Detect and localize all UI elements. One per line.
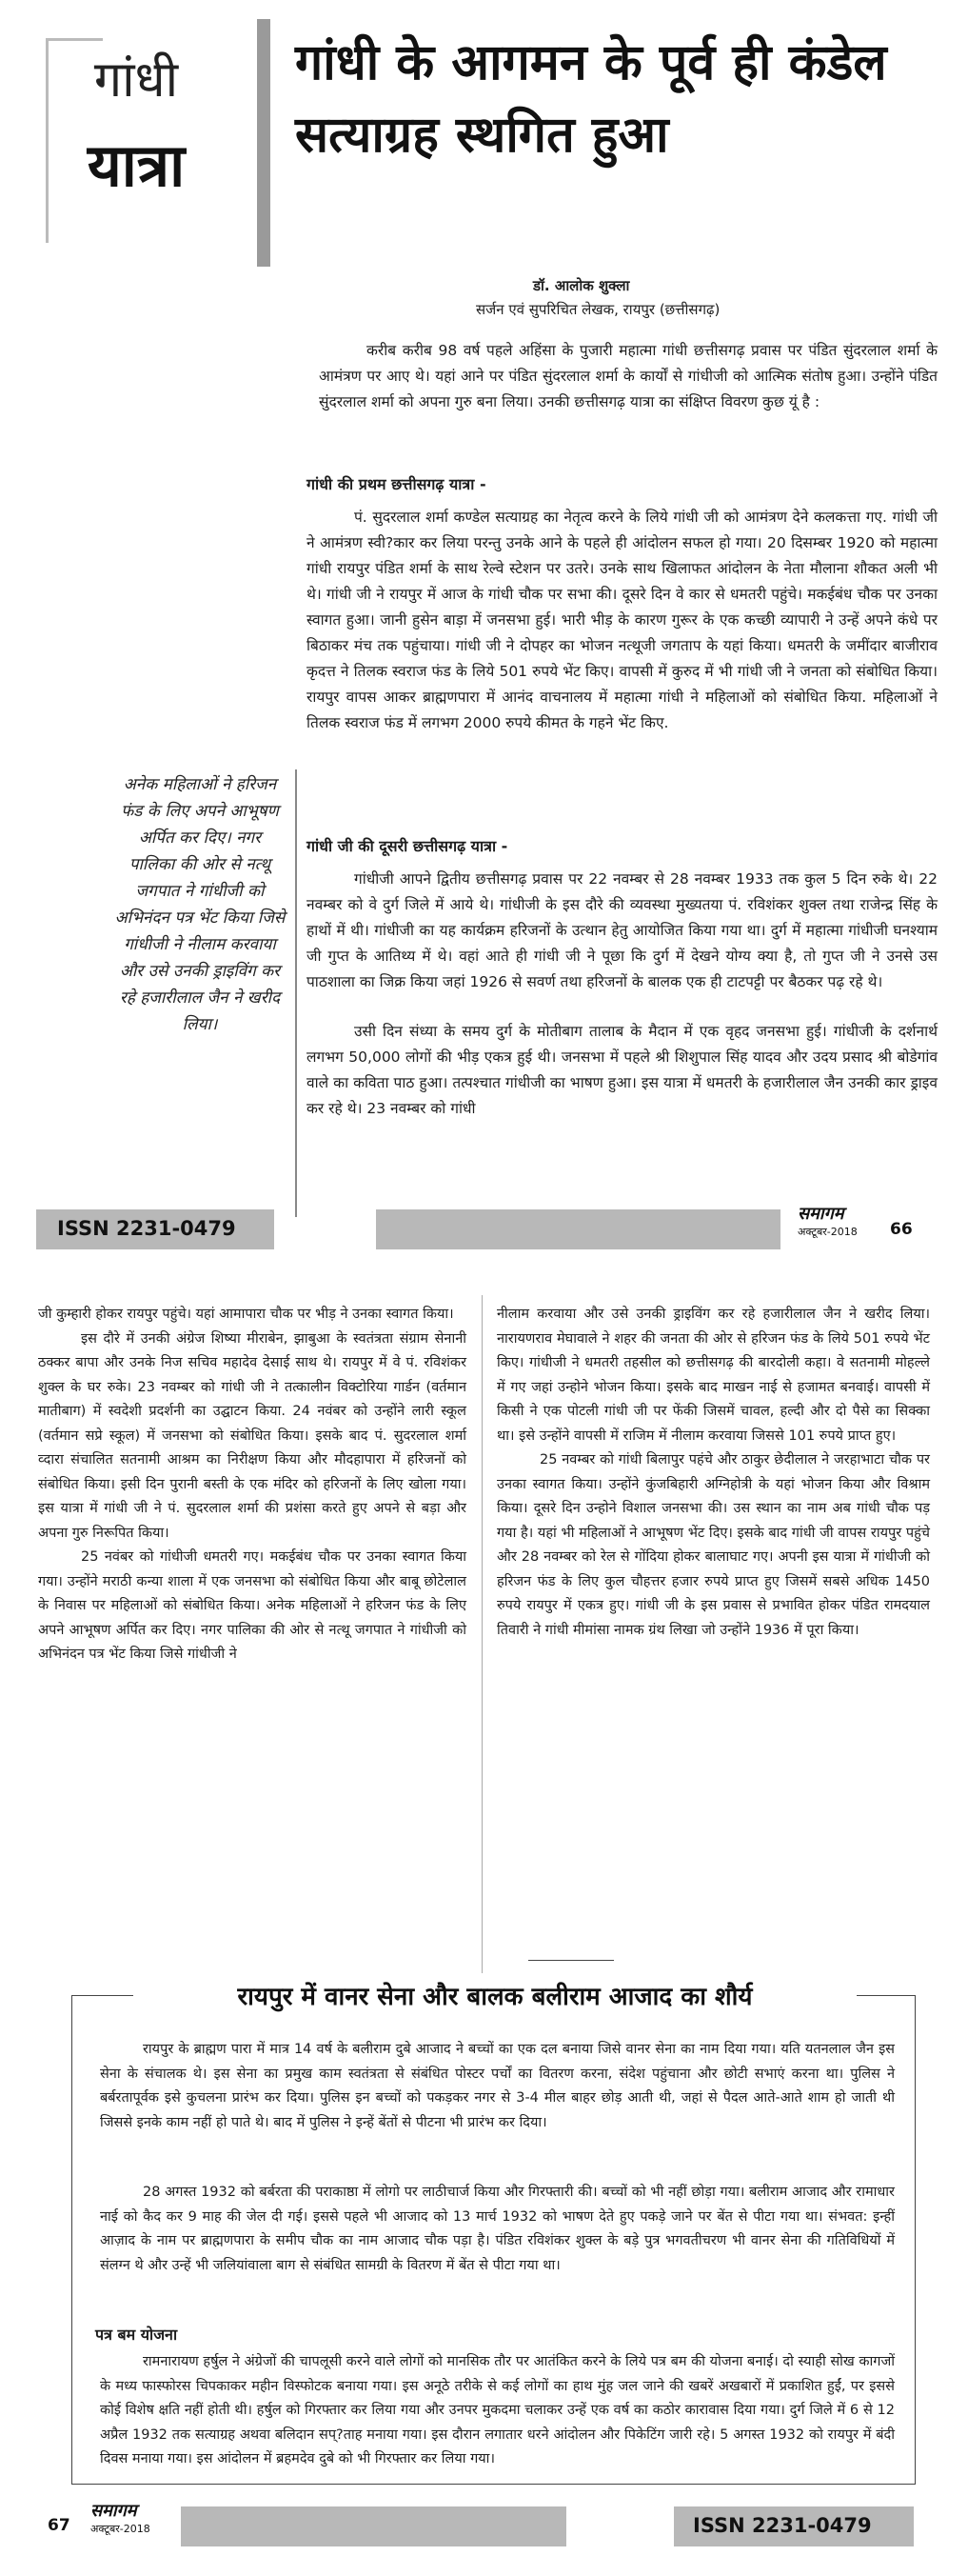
issn-label-bottom: ISSN 2231-0479: [693, 2514, 872, 2537]
left-col-paragraph-3: 25 नवंबर को गांधीजी धमतरी गए। मकईबंध चौक पर उनका स्वागत किया गया। उन्होंने मराठी कन्या शाला में एक जनसभा को संबोधित किया और बाबू छोटेलाल के निवास पर महिलाओं को संबोधित किया। अनेक महिलाओं ने हरिजन फंड के लिए अपने आभूषण अर्पित कर दिए। नगर पालिका की ओर से नत्थू जगपात ने गांधीजी को अभिनंदन पत्र भेंट किया जिसे गांधीजी ने: [38, 1549, 466, 1662]
box-paragraph-2: 28 अगस्त 1932 को बर्बरता की पराकाष्ठा में लोगो पर लाठीचार्ज किया और गिरफ्तारी की। बच्चों को भी नहीं छोड़ा गया। बलीराम आजाद और रामाधार नाई को कैद कर 9 माह की जेल दी गई। इससे पहले भी आजाद को 13 मार्च 1932 को भाषण देते हुए पकड़े जाने पर बेंत से पीटा गया था। संभवत: इन्हीं आज़ाद के नाम पर ब्राह्मणपारा के समीप चौक का नाम आजाद चौक पड़ा है। पंडित रविशंकर शुक्ल के बड़े पुत्र भगवतीचरण भी वानर सेना की गतिविधियों में संलग्न थे और उन्हें भी जलियांवाला बाग से संबंधित सामग्री के वितरण में बेंत से पीटा गया था।: [100, 2185, 895, 2273]
footer-bar-left-bottom: [181, 2506, 566, 2546]
column-divider: [482, 1295, 483, 1973]
section1-heading: गांधी की प्रथम छत्तीसगढ़ यात्रा -: [306, 475, 486, 493]
magazine-logo-bottom: [90, 2499, 150, 2536]
right-column: [497, 1303, 930, 1643]
box-paragraph-3: रामनारायण हर्षुल ने अंग्रेजों की चापलूसी करने वाले लोगों को मानसिक तौर पर आतंकित करने के लिये पत्र बम की योजना बनाई। दो स्याही सोख कागजों के मध्य फास्फोरस चिपकाकर महीन विस्फोटक बनाया गया। इस अनूठे तरीके से कई लोगों का हाथ मुंह जल जाने की खबरें अखबारों में प्रकाशित हुईं, पर इससे कोई विशेष क्षति नहीं होती थी। हर्षुल को गिरफ्तार कर लिया गया और उनपर मुकदमा चलाकर उन्हें एक वर्ष का कठोर कारावास दिया गया। दुर्ग जिले में 6 से 12 अप्रैल 1932 तक सत्याग्रह अथवा बलिदान सप्?ताह मनाया गया। इस दौरान लगातार धरने आंदोलन और पिकेटिंग जारी रहे। 5 अगस्त 1932 को रायपुर में बंदी दिवस मनाया गया। इस आंदोलन में ब्रहमदेव दुबे को भी गिरफ्तार कर लिया गया।: [100, 2354, 895, 2466]
right-col-paragraph-1: नीलाम करवाया और उसे उनकी ड्राइविंग कर रहे हजारीलाल जैन ने खरीद लिया। नारायणराव मेघावाले ने शहर की जनता की ओर से हरिजन फंड के लिये 501 रुपये भेंट किए। गांधीजी ने धमतरी तहसील को छत्तीसगढ़ की बारदोली कहा। वे सतनामी मोहल्ले में गए जहां उन्होने भोजन किया। इसके बाद माखन नाई से हजामत बनवाई। वापसी में किसी ने एक पोटली गांधी जी पर फेंकी जिसमें चावल, हल्दी और दो पैसे का सिक्का था। इसे उन्होंने वापसी में राजिम में नीलाम करवाया जिससे 101 रुपये प्राप्त हुए।: [497, 1307, 930, 1444]
logo-date-bottom: अक्टूबर-2018: [90, 2523, 150, 2535]
author-description: सर्जन एवं सुपरिचित लेखक, रायपुर (छत्तीसगढ़): [476, 301, 721, 318]
title-accent-bar: [257, 19, 270, 267]
logo-text-bottom: समागम: [90, 2501, 137, 2521]
box-title: रायपुर में वानर सेना और बालक बलीराम आजाद का शौर्य: [133, 1978, 857, 2012]
box-paragraph-1: रायपुर के ब्राह्मण पारा में मात्र 14 वर्ष के बलीराम दुबे आजाद ने बच्चों का एक दल बनाया जिसे वानर सेना का नाम दिया गया। यति यतनलाल जैन इस सेना के संचालक थे। इस सेना का प्रमुख काम स्वतंत्रता से संबंधित पोस्टर पर्चों का वितरण करना, संदेश पहुंचाना और छोटी सभाएं करना था। पुलिस ने बर्बरतापूर्वक इसे कुचलना प्रारंभ कर दिया। पुलिस इन बच्चों को पकड़कर नगर से 3-4 मील बाहर छोड़ आती थी, जहां से पैदल आते-आते शाम हो जाती थी जिससे इनके काम नहीं हो पाते थे। बाद में पुलिस ने इन्हें बेंतों से पीटना भी प्रारंभ कर दिया।: [100, 2042, 895, 2130]
section1-paragraph: पं. सुदरलाल शर्मा कण्डेल सत्याग्रह का नेतृत्व करने के लिये गांधी जी को आमंत्रण देने कलकत्ता गए. गांधी जी ने आमंत्रण स्वी?कार कर लिया परन्तु उनके आने के पहले ही आंदोलन सफल हो गया। 20 दिसम्बर 1920 को महात्मा गांधी रायपुर पंडित शर्मा के साथ रेल्वे स्टेशन पर उतरे। उनके साथ खिलाफत आंदोलन के नेता मौलाना शौकत अली भी थे। गांधी जी ने रायपुर में आज के गांधी चौक पर सभा की। दूसरे दिन वे कार से धमतरी पहुंचे। मकईबंध चौक पर उनका स्वागत हुआ। जानी हुसेन बाड़ा में जनसभा हुई। भारी भीड़ के कारण गुरूर के एक कच्छी व्यापारी ने उन्हें अपने कंधे पर बिठाकर मंच तक पहुंचाया। गांधी जी ने दोपहर का भोजन नत्थूजी जगताप के यहां किया। धमतरी के जमींदार बाजीराव कृदत्त ने तिलक स्वराज फंड के लिये 501 रुपये भेंट किए। वापसी में कुरुद में भी गांधी जी ने जनता को संबोधित किया। रायपुर वापस आकर ब्राह्मणपारा में आनंद वाचनालय में महात्मा गांधी ने महिलाओं को संबोधित किया. महिलाओं ने तिलक स्वराज फंड में लगभग 2000 रुपये कीमत के गहने भेंट किए.: [306, 509, 938, 731]
logo-date: अक्टूबर-2018: [798, 1226, 858, 1238]
left-col-paragraph-1: जी कुम्हारी होकर रायपुर पहुंचे। यहां आमापारा चौक पर भीड़ ने उनका स्वागत किया।: [38, 1307, 454, 1322]
headline: गांधी के आगमन के पूर्व ही कंडेल सत्याग्रह स्थगित हुआ: [295, 34, 887, 164]
left-column: [38, 1303, 466, 1667]
bracket-top-line: [46, 38, 103, 41]
page-number-bottom: 67: [48, 2516, 70, 2535]
left-col-paragraph-2: इस दौरे में उनकी अंग्रेज शिष्या मीराबेन, झाबुआ के स्वतंत्रता संग्राम सेनानी ठक्कर बापा और उनके निज सचिव महादेव देसाई साथ थे। रायपुर में वे पं. रविशंकर शुक्ल के घर रुके। 23 नवम्बर को गांधी जी ने तत्कालीन विक्टोरिया गार्डन (वर्तमान मातीबाग) में स्वदेशी प्रदर्शनी का उद्घाटन किया. 24 नवंबर को उन्होंने लारी स्कूल (वर्तमान सप्रे स्कूल) में जनसभा को संबोधित किया। इसके बाद पं. सुदरलाल शर्मा व्दारा संचालित सतनामी आश्रम का निरीक्षण किया और मौदहापारा में हरिजनों को संबोधित किया। इसी दिन पुरानी बस्ती के एक मंदिर को हरिजनों के लिए खोला गया। इस यात्रा में गांधी जी ने पं. सुदरलाल शर्मा की प्रशंसा करते हुए अपने से बड़ा और अपना गुरु निरूपित किया।: [38, 1330, 466, 1541]
footer-bar-right: [376, 1209, 780, 1249]
section2-paragraph-1: गांधीजी आपने द्वितीय छत्तीसगढ़ प्रवास पर 22 नवम्बर से 28 नवम्बर 1933 तक कुल 5 दिन रुके थे। 22 नवम्बर को वे दुर्ग जिले में आये थे। गांधीजी के इस दौरे की व्यवस्था मुख्यतया पं. रविशंकर शुक्ल तथा राजेन्द्र सिंह के हाथों में थी। गांधीजी का यह कार्यक्रम हरिजनों के उत्थान हेतु आयोजित किया गया था। दुर्ग में महात्मा गांधीजी घनश्याम जी गुप्त के आतिथ्य में थे। वहां आते ही गांधी जी ने पूछा कि दुर्ग में देखने योग्य क्या है, तो गुप्त जी ने उनसे उस पाठशाला का जिक्र किया जहां 1926 से सवर्ण तथा हरिजनों के बालक एक ही टाटपट्टी पर बैठकर पढ़ रहे थे।: [306, 870, 938, 990]
box-subheading: पत्र बम योजना: [95, 2326, 178, 2344]
pullquote-divider: [295, 769, 297, 1217]
author-name: डॉ. आलोक शुक्ला: [533, 277, 630, 294]
intro-paragraph: करीब करीब 98 वर्ष पहले अहिंसा के पुजारी महात्मा गांधी छत्तीसगढ़ प्रवास पर पंडित सुंदरलाल शर्मा के आमंत्रण पर आए थे। यहां आने पर पंडित सुंदरलाल शर्मा के कार्यों से गांधीजी को आत्मिक संतोष हुआ। उन्होंने पंडित सुंदरलाल शर्मा को अपना गुरु बना लिया। उनकी छत्तीसगढ़ यात्रा का संक्षिप्त विवरण कुछ यूं है :: [319, 342, 938, 410]
issn-label: ISSN 2231-0479: [57, 1217, 236, 1240]
logo-text: समागम: [798, 1204, 844, 1224]
section2-paragraph-2: उसी दिन संध्या के समय दुर्ग के मोतीबाग तालाब के मैदान में एक वृहद जनसभा हुई। गांधीजी के दर्शनार्थ लगभग 50,000 लोगों की भीड़ एकत्र हुई थी। जनसभा में पहले श्री शिशुपाल सिंह यादव और उदय प्रसाद श्री बोडेगांव वाले का कविता पाठ हुआ। तत्पश्चात गांधीजी का भाषण हुआ। इस यात्रा में धमतरी के हजारीलाल जैन उनकी कार ड्राइव कर रहे थे। 23 नवम्बर को गांधी: [306, 1023, 938, 1117]
series-line2: यात्रा: [87, 130, 186, 200]
column-end-rule: [528, 1960, 614, 1961]
right-col-paragraph-2: 25 नवम्बर को गांधी बिलापुर पहंचे और ठाकुर छेदीलाल ने जरहाभाटा चौक पर उनका स्वागत किया। उन्होंने कुंजबिहारी अग्निहोत्री के यहां भोजन किया और विश्राम किया। दूसरे दिन उन्होने विशाल जनसभा की। उस स्थान का नाम अब गांधी चौक पड़ गया है। यहां भी महिलाओं ने आभूषण भेंट दिए। इसके बाद गांधी जी वापस रायपुर पहुंचे और 28 नवम्बर को रेल से गोंदिया होकर बालाघाट गए। अपनी इस यात्रा में गांधीजी को हरिजन फंड के लिए कुल चौहत्तर हजार रुपये प्राप्त हुए जिसमें सबसे अधिक 1450 रुपये रायपुर में एकत्र हुए। गांधी जी के इस प्रवास से प्रभावित होकर पंडित रामदयाल तिवारी ने गांधी मीमांसा नामक ग्रंथ लिखा जो उन्होंने 1936 में पूरा किया।: [497, 1452, 930, 1638]
section2-heading: गांधी जी की दूसरी छत्तीसगढ़ यात्रा -: [306, 837, 508, 855]
magazine-logo: [798, 1202, 858, 1239]
page-number: 66: [890, 1220, 913, 1239]
pullquote: अनेक महिलाओं ने हरिजन फंड के लिए अपने आभूषण अर्पित कर दिए। नगर पालिका की ओर से नत्थू जगपात ने गांधीजी को अभिनंदन पत्र भेंट किया जिसे गांधीजी ने नीलाम करवाया और उसे उनकी ड्राइविंग कर रहे हजारीलाल जैन ने खरीद लिया।: [114, 775, 286, 1034]
series-line1: गांधी: [93, 51, 179, 109]
series-label: [36, 19, 236, 243]
